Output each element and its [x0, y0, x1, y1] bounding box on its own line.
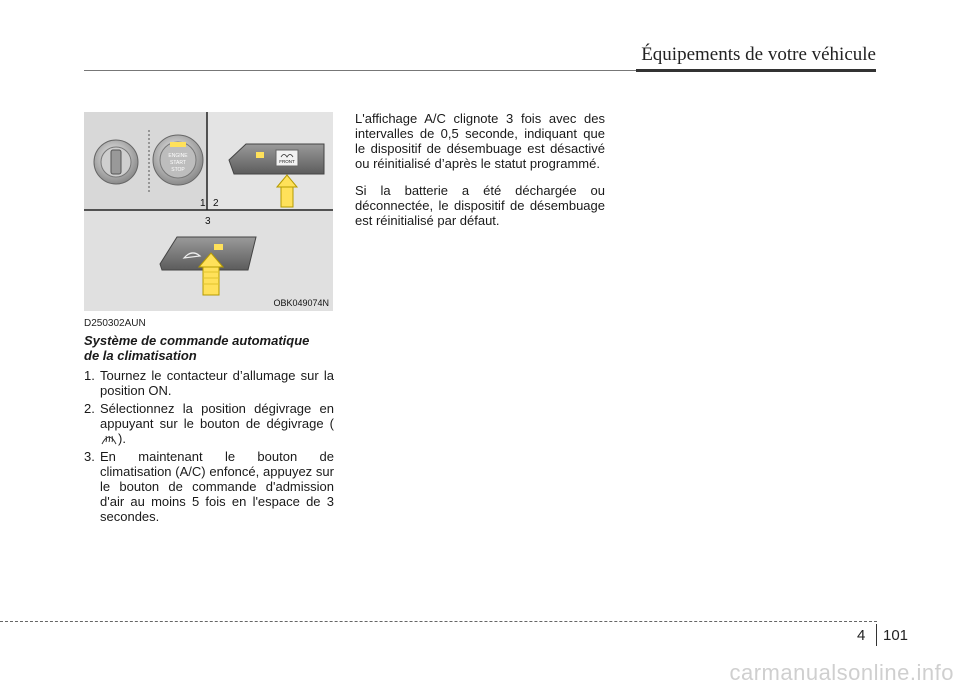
section-code: D250302AUN [84, 318, 146, 329]
start-button-line-1: ENGINE [168, 153, 188, 159]
front-label: FRONT [279, 159, 295, 164]
figure-ref-code: OBK049074N [273, 298, 329, 308]
start-stop-button [153, 135, 203, 185]
footer-rule [0, 621, 877, 622]
header-title: Équipements de votre véhicule [641, 44, 876, 65]
start-button-line-2: START [170, 160, 186, 166]
figure-label-2: 2 [213, 198, 219, 209]
header-rule-accent [636, 69, 876, 72]
illustration-figure [84, 112, 333, 311]
start-button-line-3: STOP [171, 167, 185, 173]
chapter-number: 4 [857, 627, 866, 644]
paragraph: Si la batterie a été déchargée ou déconnectée, le dispositif de désembuage est réinitialisé par défaut. [355, 183, 605, 228]
figure-label-3: 3 [205, 216, 211, 227]
watermark: carmanualsonline.info [729, 660, 954, 685]
figure-label-1: 1 [200, 198, 206, 209]
ignition-key-knob [94, 140, 138, 184]
left-column [84, 318, 334, 527]
front-defrost-panel [229, 144, 324, 174]
defrost-icon [100, 432, 118, 446]
step-item: 1. Tournez le contacteur d’allumage sur la position ON. [84, 368, 334, 398]
right-column [355, 111, 605, 240]
page-separator [876, 624, 877, 646]
step-item: 2. Sélectionnez la position dégivrage en appuyant sur le bouton de dégivrage (). [84, 401, 334, 446]
page-number: 101 [883, 627, 909, 644]
step-item: 3. En maintenant le bouton de climatisation (A/C) enfoncé, appuyez sur le bouton de commande d'admission d'air au moins 5 fois en l'espace de 3 secondes. [84, 449, 334, 524]
paragraph: L'affichage A/C clignote 3 fois avec des intervalles de 0,5 seconde, indiquant que le dispositif de désembuage est désactivé ou réinitialisé d’après le statut programmé. [355, 111, 605, 171]
section-subheading: Système de commande automatique de la climatisation [84, 333, 310, 363]
